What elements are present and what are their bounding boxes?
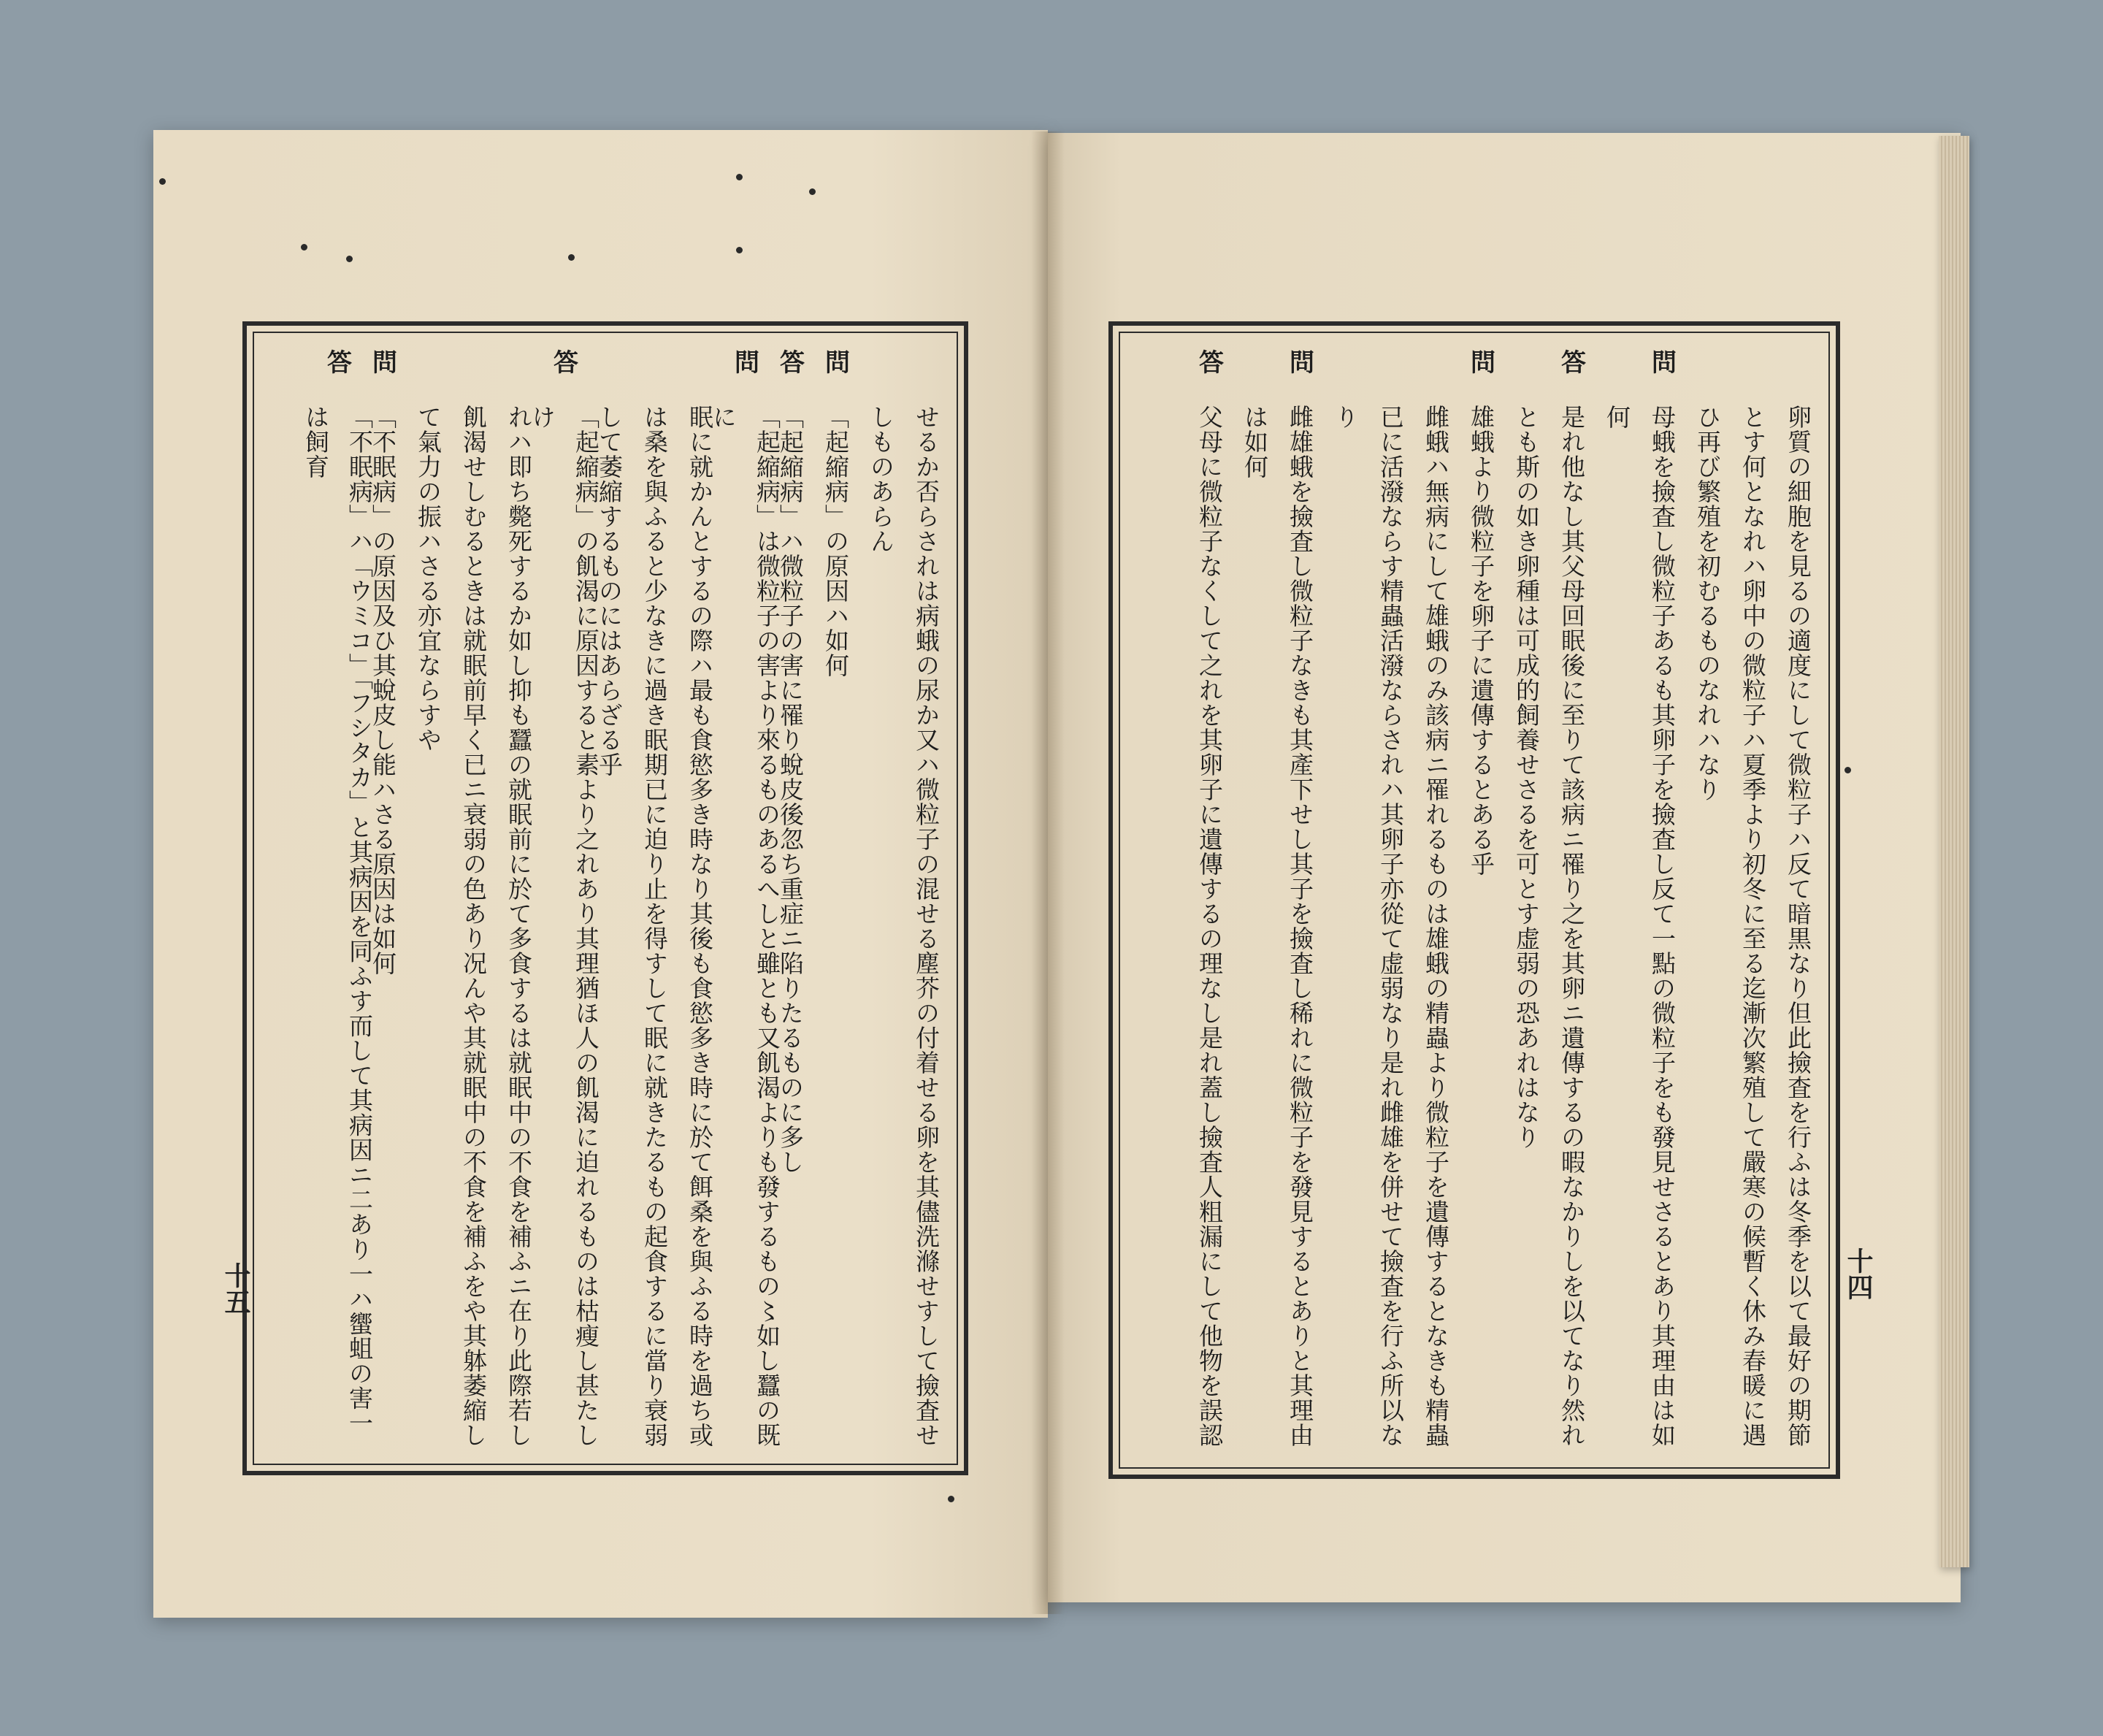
text-column [709,342,781,1455]
column-label: 問 [729,349,759,374]
column-text: 雌雄蛾を撿査し微粒子なきも其產下せし其子を撿査し稀れに微粒子を發見するとありと其理由 [1286,405,1314,1448]
column-text: 何 [1603,405,1631,429]
right-page-columns [1129,342,1820,1458]
binding-hole [809,188,816,195]
text-column [302,342,374,1455]
column-text: は桑を與ふると少なきに過き眠期已に迫り止を得すして眠に就きたるもの起食するに當り衰弱 [640,405,669,1448]
column-text: 已に活潑ならす精蟲活潑ならされハ其卵子亦從て虚弱なり是れ雌雄を併せて撿査を行ふ所以な [1376,405,1405,1448]
text-column [904,342,948,1455]
text-column [1685,342,1729,1458]
binding-hole [948,1496,954,1502]
column-text: 卵質の細胞を見るの適度にして微粒子ハ反て暗黒なり但此撿査を行ふは冬季を以て最好の期節 [1784,405,1812,1448]
text-column [1278,342,1322,1458]
text-column [1233,342,1276,1458]
column-label: 答 [775,349,805,374]
column-text: 雄蛾より微粒子を卵子に遺傳するとある乎 [1467,405,1495,876]
left-page-columns [263,342,948,1455]
column-label: 答 [322,349,352,374]
page-edges [1939,136,1969,1567]
column-label: 答 [548,349,578,374]
column-text: 眠に就かんとするの際ハ最も食慾多き時なり其後も食慾多き時に於て餌桑を與ふる時を過ち或 [686,405,714,1448]
column-text: 「起縮病」は微粒子の害より來るものあるへしと雖とも又飢渴よりも發するもの〻如し蠶の既に [709,405,781,1448]
column-label: 答 [1194,349,1224,374]
text-column [1504,342,1548,1458]
page-number-right: 十四 [1843,1247,1874,1300]
column-text: 「不眠病」ハ「ウミコ」「フシタカ」と其病因を同ふす而して其病因ニ二あり一ハ蠁蛆の害一は飼育 [302,405,374,1436]
column-label: 問 [1647,349,1677,374]
right-page-text-frame [1108,321,1840,1479]
column-label: 問 [1284,349,1314,374]
column-text: 父母に微粒子なくして之れを其卵子に遺傳するの理なし是れ蓋し撿査人粗漏にして他物を誤認 [1195,405,1224,1448]
text-column [1731,342,1774,1458]
binding-hole [568,254,575,261]
column-label: 答 [1556,349,1586,374]
book-gutter [1031,131,1065,1614]
column-text: ひ再び繁殖を初むるものなれハなり [1693,405,1722,802]
binding-hole [736,174,743,180]
text-column [1640,342,1684,1458]
column-text: 「起縮病」の飢渴に原因すると素より之れあり其理猶ほ人の飢渴に迫れるものは枯瘦し甚たしけ [528,405,600,1448]
column-label: 問 [367,349,397,374]
text-column [1414,342,1457,1458]
text-column [528,342,600,1455]
text-column [813,342,857,1455]
text-column [1459,342,1503,1458]
column-text: れハ即ち斃死するか如し抑も蠶の就眠前に於て多食するは就眠中の不食を補ふニ在り此際若し [505,405,533,1448]
binding-hole [1845,767,1851,773]
column-text: 「起縮病」の原因ハ如何 [821,405,850,678]
page-number-left: 十五 [221,1262,251,1315]
column-text: 母蛾を撿査し微粒子あるも其卵子を撿査し反て一點の微粒子をも發見せさるとあり其理由は如 [1648,405,1677,1448]
text-column [1323,342,1367,1458]
column-label: 問 [820,349,850,374]
column-text: 飢渴せしむるときは就眠前早く已ニ衰弱の色あり况んや其就眠中の不食を補ふをや其躰萎縮し [459,405,488,1448]
column-text: せるか否らされは病蛾の尿か又ハ微粒子の混せる塵芥の付着せる卵を其儘洗滌せすして撿査せ [912,405,941,1448]
binding-hole [736,247,743,253]
column-text: 雌蛾ハ無病にして雄蛾のみ該病ニ罹れるものは雄蛾の精蟲より微粒子を遺傳するとなきも精蟲 [1422,405,1450,1448]
text-column [406,342,450,1455]
binding-hole [301,244,307,251]
column-text: は如何 [1241,405,1269,479]
text-column [361,342,405,1455]
column-text: て氣力の振ハさる亦宜ならすや [414,405,443,752]
binding-hole [346,256,353,262]
text-column [1187,342,1231,1458]
text-column [587,342,631,1455]
column-text: とも斯の如き卵種は可成的飼養せさるを可とす虚弱の恐あれはなり [1512,405,1541,1150]
column-text: して萎縮するものにはあらざる乎 [595,405,624,777]
column-text: 是れ他なし其父母回眠後に至りて該病ニ罹り之を其卵ニ遺傳するの暇なかりしを以てなり然れ [1558,405,1586,1448]
text-column [632,342,676,1455]
left-page-text-frame [242,321,968,1475]
text-column [1368,342,1412,1458]
column-text: とす何となれハ卵中の微粒子ハ夏季より初冬に至る迄漸次繁殖して嚴寒の候暫く休み春暖に遇 [1739,405,1767,1448]
column-label: 問 [1466,349,1495,374]
column-text: しものあらん [867,405,895,554]
text-column [1776,342,1820,1458]
column-text: 「起縮病」ハ微粒子の害に罹り蛻皮後忽ち重症ニ陷りたるものに多し [776,405,805,1174]
text-column [859,342,903,1455]
binding-hole [159,178,166,185]
text-column [1595,342,1639,1458]
column-text: り [1331,405,1360,429]
text-column [451,342,495,1455]
text-column [1550,342,1593,1458]
text-column [768,342,812,1455]
column-text: 「不眠病」の原因及ひ其蛻皮し能ハさる原因は如何 [369,405,397,976]
